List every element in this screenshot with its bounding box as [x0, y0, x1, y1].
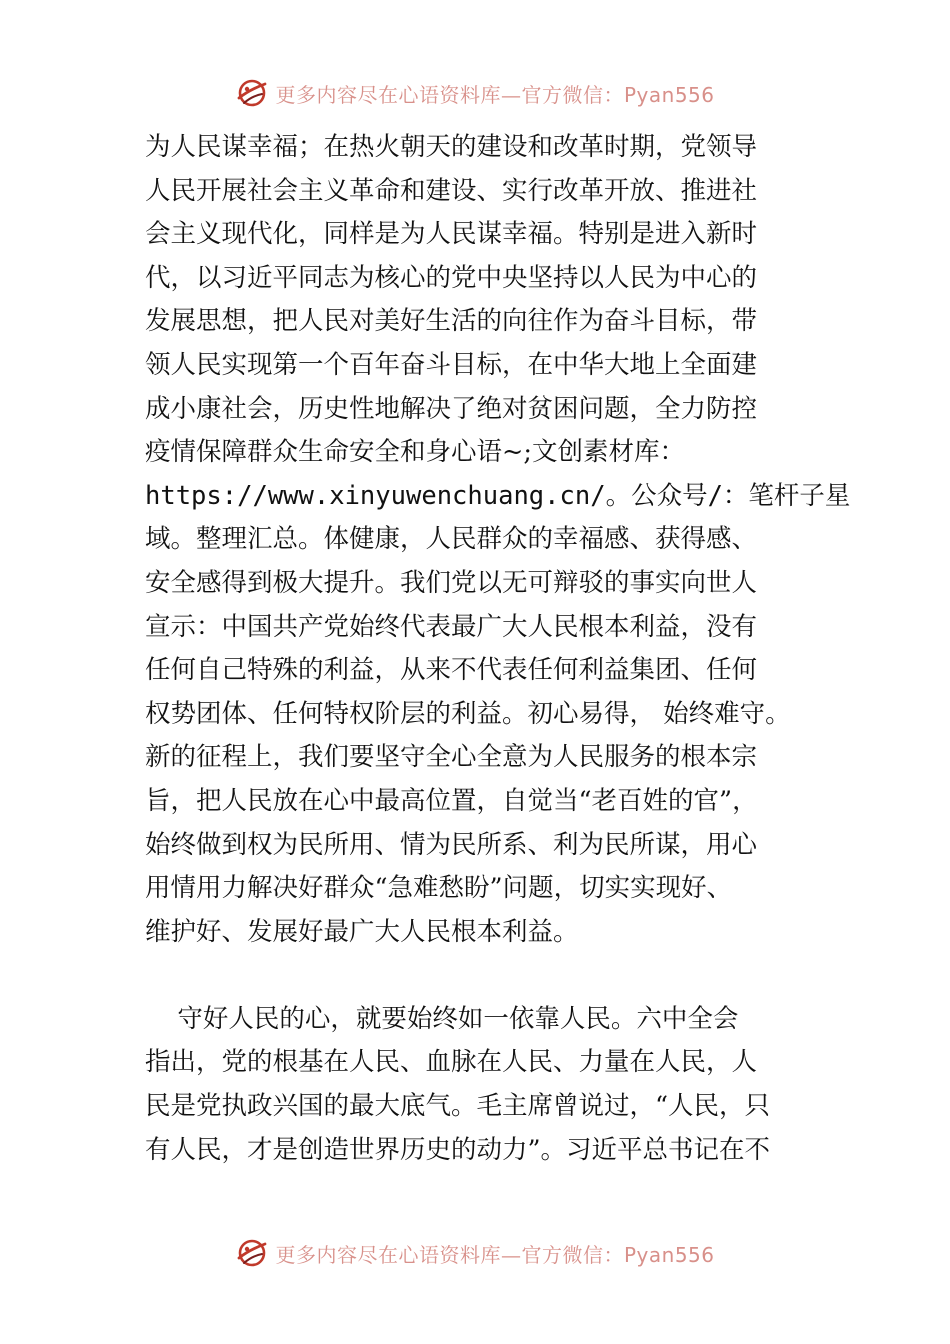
body-line: 成小康社会，历史性地解决了绝对贫困问题，全力防控 [145, 393, 758, 424]
footer-banner-text: 更多内容尽在心语资料库—官方微信：Pyan556 [275, 1242, 715, 1267]
body-line: 任何自己特殊的利益，从来不代表任何利益集团、任何 [145, 655, 758, 686]
paragraph-gap [145, 954, 845, 998]
footer-banner [0, 1233, 950, 1273]
body-line: 会主义现代化，同样是为人民谋幸福。特别是进入新时 [145, 219, 758, 250]
body-line: 为人民谋幸福；在热火朝天的建设和改革时期，党领导 [145, 132, 758, 162]
xinyu-logo-icon [235, 76, 269, 110]
body-line: 域。整理汇总。体健康，人民群众的幸福感、获得感、 [145, 524, 758, 555]
body-line: 始终做到权为民所用、情为民所系、利为民所谋，用心 [145, 829, 758, 860]
body-line-url: https://www.xinyuwenchuang.cn/。公众号/：笔杆子星 [145, 480, 851, 511]
body-line: 民是党执政兴国的最大底气。毛主席曾说过，“人民，只 [145, 1091, 771, 1122]
body-line: 指出，党的根基在人民、血脉在人民、力量在人民，人 [145, 1047, 758, 1078]
body-line: 疫情保障群众生命安全和身心语~;文创素材库： [145, 437, 685, 468]
body-line: 旨，把人民放在心中最高位置，自觉当“老百姓的官”， [145, 785, 758, 816]
body-line: 代，以习近平同志为核心的党中央坚持以人民为中心的 [145, 262, 758, 293]
body-line: 宣示：中国共产党始终代表最广大人民根本利益，没有 [145, 611, 758, 642]
header-wechat-id: Pyan556 [623, 82, 715, 107]
footer-wechat-id: Pyan556 [623, 1242, 715, 1267]
body-line: 权势团体、任何特权阶层的利益。初心易得， 始终难守。 [145, 698, 791, 729]
body-line: 新的征程上，我们要坚守全心全意为人民服务的根本宗 [145, 742, 758, 773]
body-line: 守好人民的心，就要始终如一依靠人民。六中全会 [145, 1003, 739, 1034]
body-line: 安全感得到极大提升。我们党以无可辩驳的事实向世人 [145, 567, 758, 598]
xinyu-logo-icon [235, 1236, 269, 1270]
body-line: 维护好、发展好最广大人民根本利益。 [145, 916, 579, 947]
header-banner [0, 73, 950, 113]
body-line: 人民开展社会主义革命和建设、实行改革开放、推进社 [145, 175, 758, 206]
document-body [145, 126, 851, 1172]
body-line: 用情用力解决好群众“急难愁盼”问题，切实实现好、 [145, 873, 733, 904]
body-line: 领人民实现第一个百年奋斗目标，在中华大地上全面建 [145, 349, 758, 380]
header-banner-text: 更多内容尽在心语资料库—官方微信：Pyan556 [275, 82, 715, 107]
body-line: 有人民，才是创造世界历史的动力”。习近平总书记在不 [145, 1134, 771, 1165]
body-line: 发展思想，把人民对美好生活的向往作为奋斗目标，带 [145, 306, 758, 337]
